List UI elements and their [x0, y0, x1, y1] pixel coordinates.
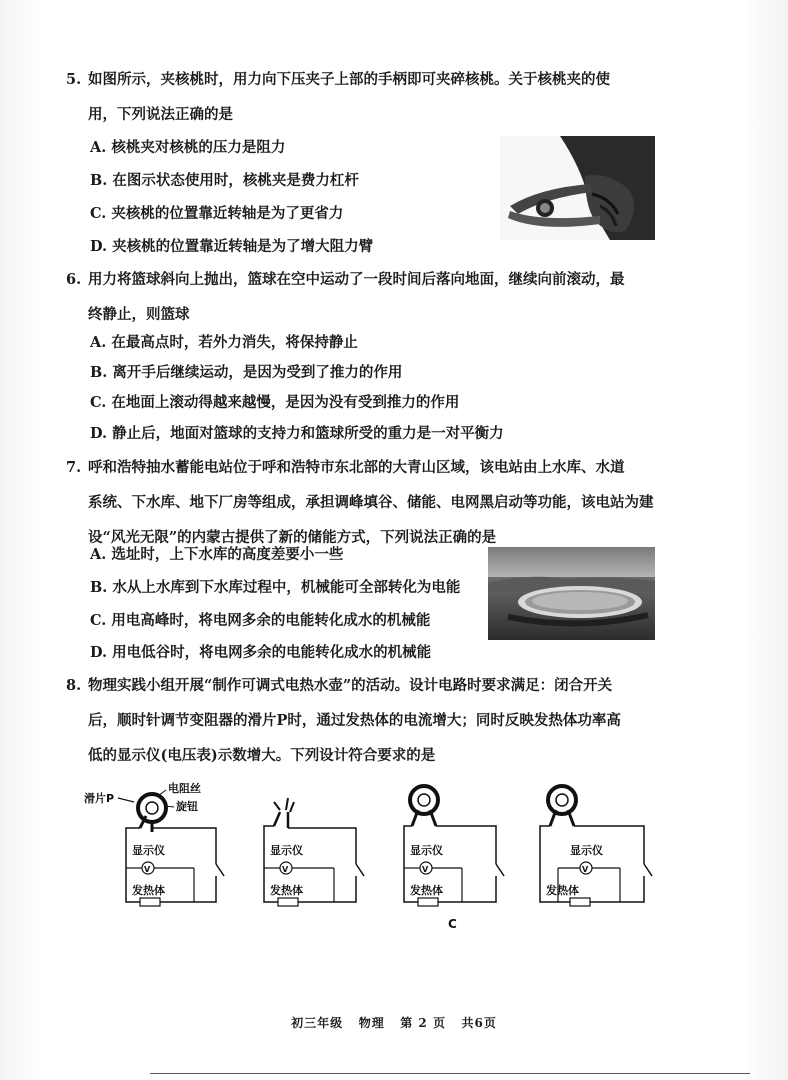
voltmeter-symbol: V — [582, 865, 589, 874]
circuit-diagram-d — [528, 780, 678, 920]
footer-divider — [150, 1073, 750, 1074]
heater-label: 发热体 — [410, 884, 443, 897]
footer-subject: 物理 — [358, 1016, 385, 1030]
voltmeter-symbol: V — [422, 865, 429, 874]
question-7-option-c: C. 用电高峰时，将电网多余的电能转化成水的机械能 — [90, 612, 431, 629]
question-6-option-b: B. 离开手后继续运动，是因为受到了推力的作用 — [90, 364, 403, 381]
question-7-option-d: D. 用电低谷时，将电网多余的电能转化成水的机械能 — [90, 644, 432, 661]
question-7-line2: 系统、下水库、地下厂房等组成，承担调峰填谷、储能、电网黑启动等功能，该电站为建 — [88, 494, 654, 511]
footer-page: 第 2 页 — [400, 1016, 446, 1030]
question-8-line1: 物理实践小组开展“制作可调式电热水壶”的活动。设计电路时要求满足：闭合开关 — [88, 677, 613, 694]
circuit-diagram-b — [244, 780, 384, 920]
circuit-diagram-c — [392, 780, 532, 940]
question-8-line2: 后，顺时针调节变阻器的滑片P时，通过发热体的电流增大；同时反映发热体功率高 — [88, 712, 621, 729]
question-7-stem: 7. 呼和浩特抽水蓄能电站位于呼和浩特市东北部的大青山区域，该电站由上水库、水道 系统、下水库、地下厂房等组成，承担调峰填谷、储能、电网黑启动等功能，该电站为建 设“风光无限”的内蒙古提供了新的储能方式，下列说法正确的是 — [66, 450, 706, 555]
heater-label: 发热体 — [132, 884, 165, 897]
question-7-line3: 设“风光无限”的内蒙古提供了新的储能方式，下列说法正确的是 — [88, 529, 497, 546]
question-5-stem: 5. 如图所示，夹核桃时，用力向下压夹子上部的手柄即可夹碎核桃。关于核桃夹的使 用，下列说法正确的是 — [66, 62, 706, 132]
question-5-option-d: D. 夹核桃的位置靠近转轴是为了增大阻力臂 — [90, 238, 374, 255]
knob-label: 旋钮 — [176, 800, 198, 813]
page-footer — [0, 1014, 788, 1031]
question-8-line3: 低的显示仪(电压表)示数增大。下列设计符合要求的是 — [88, 747, 436, 764]
wire-label: 电阻丝 — [168, 782, 201, 795]
question-6-option-c: C. 在地面上滚动得越来越慢，是因为没有受到推力的作用 — [90, 394, 460, 411]
option-c-label: C — [448, 917, 457, 931]
question-5-option-a: A. 核桃夹对核桃的压力是阻力 — [90, 139, 286, 156]
voltmeter-symbol: V — [144, 865, 151, 874]
heater-label: 发热体 — [546, 884, 579, 897]
reservoir-photo — [488, 547, 655, 640]
question-6-line1: 用力将篮球斜向上抛出，篮球在空中运动了一段时间后落向地面，继续向前滚动，最 — [88, 271, 625, 288]
meter-label: 显示仪 — [410, 844, 443, 857]
question-7-option-b: B. 水从上水库到下水库过程中，机械能可全部转化为电能 — [90, 579, 461, 596]
question-6-stem: 6. 用力将篮球斜向上抛出，篮球在空中运动了一段时间后落向地面，继续向前滚动，最 终静止，则篮球 — [66, 262, 706, 332]
footer-grade: 初三年级 — [291, 1016, 344, 1030]
question-6-line2: 终静止，则篮球 — [88, 306, 190, 323]
nutcracker-photo — [500, 136, 655, 240]
meter-label: 显示仪 — [570, 844, 603, 857]
slider-label: 滑片P — [84, 792, 115, 805]
circuit-diagram-a — [84, 780, 244, 920]
question-5-line1: 如图所示，夹核桃时，用力向下压夹子上部的手柄即可夹碎核桃。关于核桃夹的使 — [88, 71, 610, 88]
meter-label: 显示仪 — [132, 844, 165, 857]
question-7-line1: 呼和浩特抽水蓄能电站位于呼和浩特市东北部的大青山区域，该电站由上水库、水道 — [88, 459, 625, 476]
question-5-option-c: C. 夹核桃的位置靠近转轴是为了更省力 — [90, 205, 344, 222]
meter-label: 显示仪 — [270, 844, 303, 857]
question-6-option-d: D. 静止后，地面对篮球的支持力和篮球所受的重力是一对平衡力 — [90, 425, 504, 442]
question-8-stem: 8. 物理实践小组开展“制作可调式电热水壶”的活动。设计电路时要求满足：闭合开关 后，顺时针调节变阻器的滑片P时，通过发热体的电流增大；同时反映发热体功率高 低的显示仪(电压表)示数增大。下列设计符合要求的是 — [66, 668, 706, 773]
heater-label: 发热体 — [270, 884, 303, 897]
question-7-option-a: A. 选址时，上下水库的高度差要小一些 — [90, 546, 344, 563]
footer-total: 共6页 — [461, 1016, 497, 1030]
question-5-option-b: B. 在图示状态使用时，核桃夹是费力杠杆 — [90, 172, 359, 189]
question-5-line2: 用，下列说法正确的是 — [88, 106, 233, 123]
question-6-option-a: A. 在最高点时，若外力消失，将保持静止 — [90, 334, 358, 351]
voltmeter-symbol: V — [282, 865, 289, 874]
